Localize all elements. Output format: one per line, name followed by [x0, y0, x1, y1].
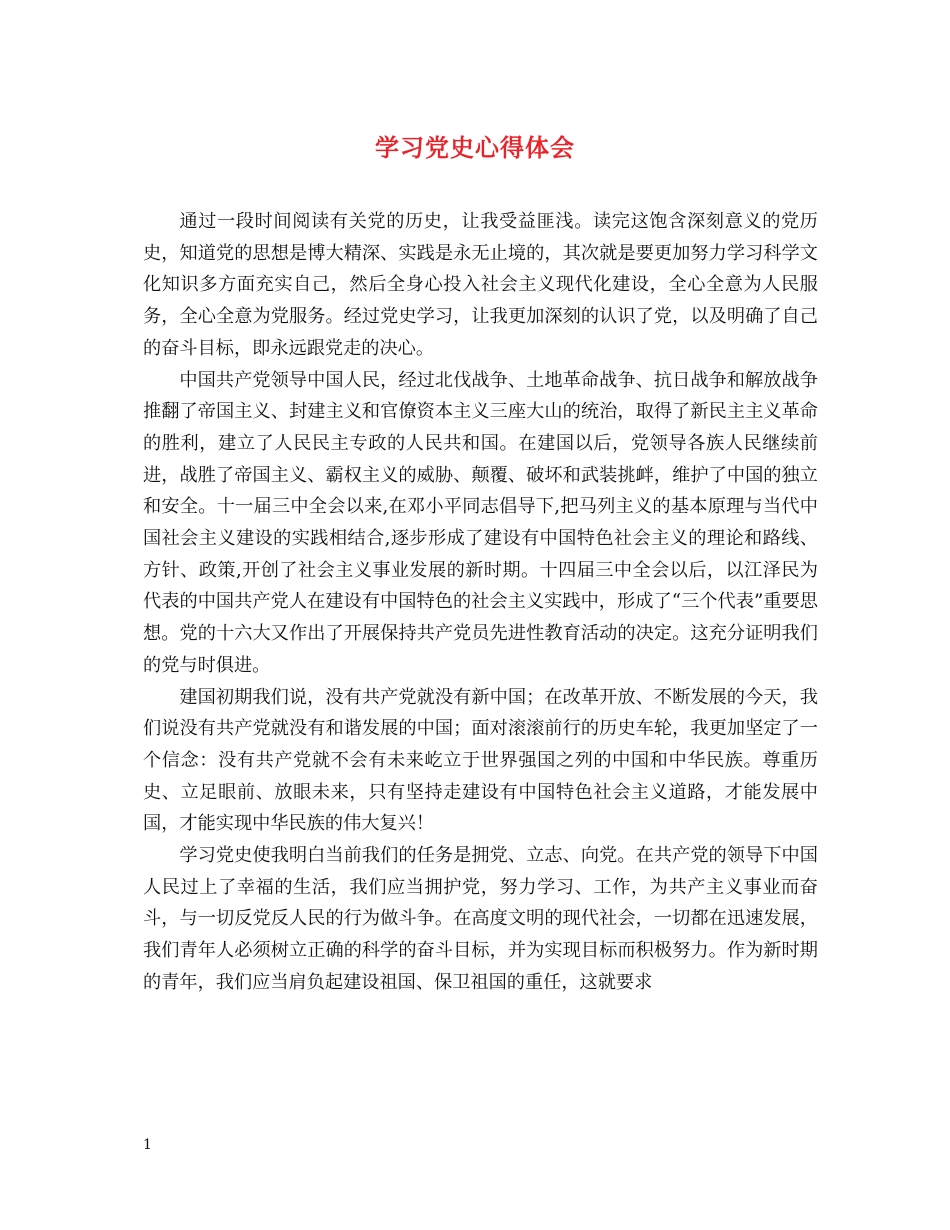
- paragraph-3: 建国初期我们说，没有共产党就没有新中国；在改革开放、不断发展的今天，我们说没有共产党就没有和谐发展的中国；面对滚滚前行的历史车轮，我更加坚定了一个信念：没有共产党就不会有未来屹立于世界强国之列的中国和中华民族。尊重历史、立足眼前、放眼未来，只有坚持走建设有中国特色社会主义道路，才能发展中国，才能实现中华民族的伟大复兴！: [143, 686, 818, 835]
- paragraph-4: 学习党史使我明白当前我们的任务是拥党、立志、向党。在共产党的领导下中国人民过上了幸福的生活，我们应当拥护党，努力学习、工作，为共产主义事业而奋斗，与一切反党反人民的行为做斗争。在高度文明的现代社会，一切都在迅速发展，我们青年人必须树立正确的科学的奋斗目标，并为实现目标而积极努力。作为新时期的青年，我们应当肩负起建设祖国、保卫祖国的重任，这就要求: [143, 845, 818, 993]
- page-number: 1: [143, 1137, 152, 1153]
- paragraph-2: 中国共产党领导中国人民，经过北伐战争、土地革命战争、抗日战争和解放战争推翻了帝国主义、封建主义和官僚资本主义三座大山的统治，取得了新民主主义革命的胜利，建立了人民民主专政的人民共和国。在建国以后，党领导各族人民继续前进，战胜了帝国主义、霸权主义的威胁、颠覆、破坏和武装挑衅，维护了中国的独立和安全。十一届三中全会以来,在邓小平同志倡导下,把马列主义的基本原理与当代中国社会主义建设的实践相结合,逐步形成了建设有中国特色社会主义的理论和路线、方针、政策,开创了社会主义事业发展的新时期。十四届三中全会以后，以江泽民为代表的中国共产党人在建设有中国特色的社会主义实践中，形成了“三个代表”重要思想。党的十六大又作出了开展保持共产党员先进性教育活动的决定。这充分证明我们的党与时俱进。: [143, 369, 818, 676]
- document-title: 学习党史心得体会: [375, 133, 575, 162]
- paragraph-1: 通过一段时间阅读有关党的历史，让我受益匪浅。读完这饱含深刻意义的党历史，知道党的思想是博大精深、实践是永无止境的，其次就是要更加努力学习科学文化知识多方面充实自己，然后全身心投入社会主义现代化建设，全心全意为人民服务，全心全意为党服务。经过党史学习，让我更加深刻的认识了党，以及明确了自己的奋斗目标，即永远跟党走的决心。: [143, 211, 818, 359]
- document-body: [143, 206, 818, 999]
